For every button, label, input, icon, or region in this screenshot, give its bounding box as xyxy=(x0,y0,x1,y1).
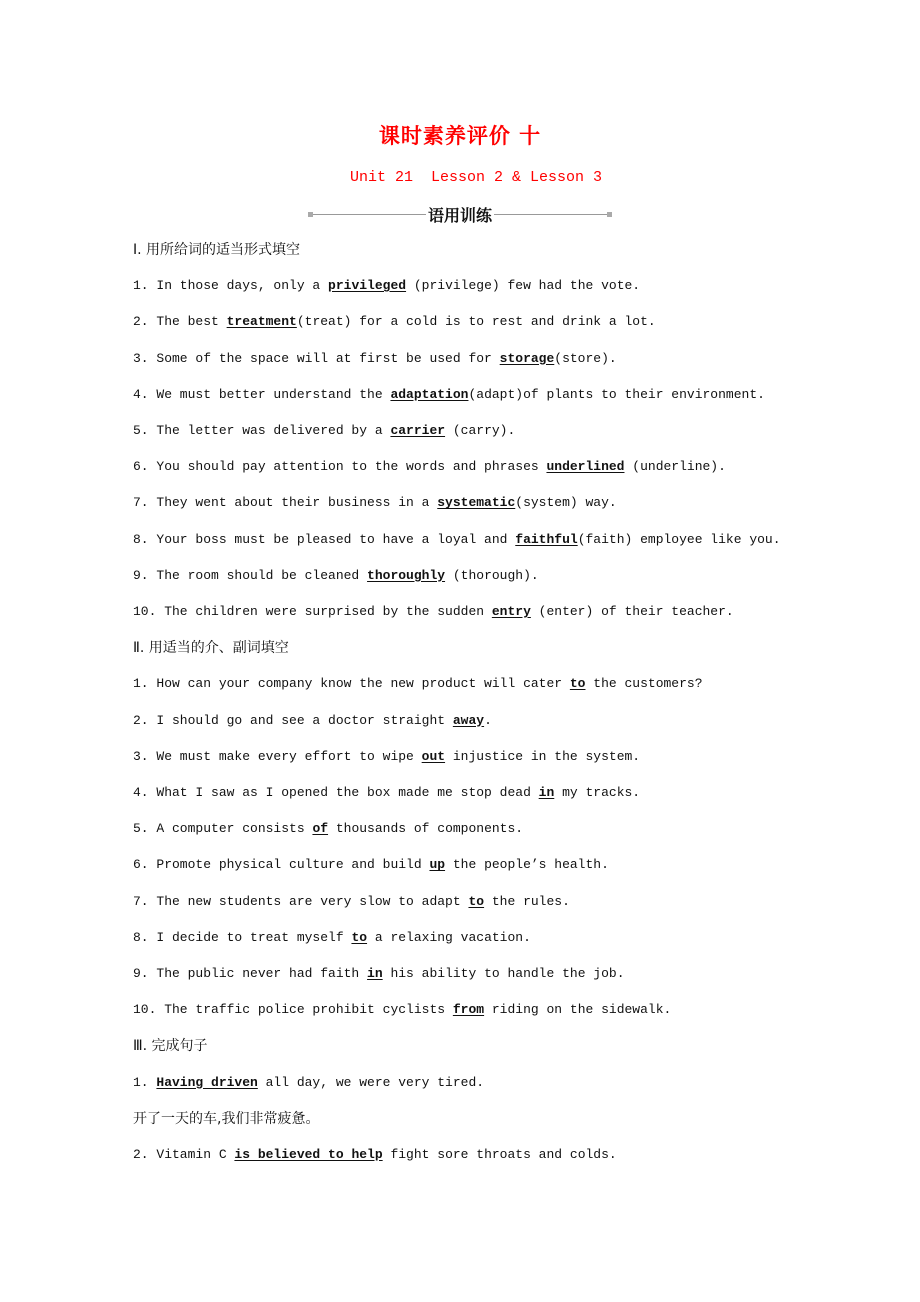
exercise-item xyxy=(133,422,515,440)
banner-label: 语用训练 xyxy=(428,205,493,225)
item-text: my tracks. xyxy=(554,785,641,800)
item-text: 3. Some of the space will at first be used for xyxy=(133,350,500,366)
answer-blank: carrier xyxy=(390,423,446,438)
item-text: 10. The children were surprised by the sudden xyxy=(133,604,492,619)
answer-blank: privileged xyxy=(328,278,407,294)
exercise-item xyxy=(133,856,609,874)
item-text: 4. What I saw as I opened the box made me stop dead xyxy=(133,785,539,800)
answer-blank: storage xyxy=(499,350,555,366)
item-text: injustice in the system. xyxy=(445,748,641,764)
answer-blank: is believed to help xyxy=(234,1147,383,1162)
item-text: (treat) for a cold is to rest and drink a lot. xyxy=(296,314,656,330)
item-text: (store). xyxy=(554,350,617,366)
answer-blank: Having driven xyxy=(156,1074,258,1090)
item-text: 2. Vitamin C xyxy=(133,1147,235,1162)
answer-blank: away xyxy=(452,712,485,728)
item-text: 6. Promote physical culture and build xyxy=(133,857,430,873)
answer-blank: of xyxy=(312,821,329,837)
section-banner xyxy=(308,202,612,226)
answer-blank: in xyxy=(367,966,383,981)
item-text: 2. I should go and see a doctor straight xyxy=(133,712,453,728)
answer-blank: adaptation xyxy=(390,386,469,402)
banner-divider-right xyxy=(494,214,607,215)
exercise-item xyxy=(133,748,640,766)
exercise-item xyxy=(133,1146,617,1164)
answer-blank: entry xyxy=(491,604,531,619)
page-subtitle: Unit 21 Lesson 2 & Lesson 3 xyxy=(349,169,603,186)
item-text: 3. We must make every effort to wipe xyxy=(133,748,422,764)
item-text: (system) way. xyxy=(515,495,617,511)
exercise-item xyxy=(133,893,570,911)
item-text: 6. You should pay attention to the words and phrases xyxy=(133,459,547,475)
item-text: his ability to handle the job. xyxy=(382,966,625,981)
answer-blank: systematic xyxy=(437,495,516,511)
item-text: all day, we were very tired. xyxy=(257,1074,485,1090)
exercise-item xyxy=(133,675,703,693)
item-text: 10. The traffic police prohibit cyclists xyxy=(133,1002,453,1018)
exercise-item xyxy=(133,277,640,295)
item-text: (privilege) few had the vote. xyxy=(406,278,641,294)
section-heading: Ⅲ. 完成句子 xyxy=(133,1038,208,1055)
exercise-item xyxy=(133,784,640,802)
exercise-item xyxy=(133,494,617,512)
item-text: 1. In those days, only a xyxy=(133,278,329,294)
answer-blank: to xyxy=(351,929,368,945)
exercise-item xyxy=(133,531,781,549)
exercise-item xyxy=(133,965,625,983)
item-text: 2. The best xyxy=(133,314,227,330)
item-text: (carry). xyxy=(445,423,516,438)
answer-blank: faithful xyxy=(515,531,578,547)
item-text: (underline). xyxy=(624,459,726,475)
item-text: . xyxy=(484,712,492,728)
item-text: (thorough). xyxy=(445,567,539,583)
answer-blank: in xyxy=(538,785,555,800)
item-text: (adapt)of plants to their environment. xyxy=(468,386,765,402)
answer-blank: treatment xyxy=(226,314,297,330)
answer-blank: underlined xyxy=(546,459,625,475)
item-text: 1. xyxy=(133,1074,157,1090)
banner-divider-left xyxy=(313,214,426,215)
exercise-item xyxy=(133,386,765,404)
item-text: 4. We must better understand the xyxy=(133,386,391,402)
item-text: (enter) of their teacher. xyxy=(530,604,734,619)
exercise-item xyxy=(133,712,492,730)
exercise-item xyxy=(133,458,726,476)
exercise-item xyxy=(133,350,617,368)
answer-blank: thoroughly xyxy=(367,567,446,583)
exercise-item xyxy=(133,567,539,585)
item-text: the people’s health. xyxy=(445,857,609,873)
exercise-item xyxy=(133,929,531,947)
item-text: fight sore throats and colds. xyxy=(382,1147,617,1162)
item-text: 1. How can your company know the new product will cater xyxy=(133,676,570,692)
item-text: thousands of components. xyxy=(328,821,524,837)
page-title: 课时素养评价 十 xyxy=(378,124,542,148)
answer-blank: from xyxy=(452,1002,485,1018)
answer-blank: to xyxy=(468,893,485,909)
exercise-item xyxy=(133,313,656,331)
item-text: a relaxing vacation. xyxy=(367,929,531,945)
item-text: 7. The new students are very slow to adapt xyxy=(133,893,469,909)
item-text: 9. The public never had faith xyxy=(133,966,368,981)
item-text: 8. Your boss must be pleased to have a loyal and xyxy=(133,531,516,547)
answer-blank: up xyxy=(429,857,446,873)
item-text: 5. The letter was delivered by a xyxy=(133,423,391,438)
item-text: the rules. xyxy=(484,893,570,909)
exercise-item xyxy=(133,820,523,838)
item-text: 7. They went about their business in a xyxy=(133,495,438,511)
exercise-item xyxy=(133,1074,484,1092)
exercise-item xyxy=(133,1001,671,1019)
answer-blank: to xyxy=(569,676,586,692)
exercise-item xyxy=(133,603,734,621)
section-heading: Ⅱ. 用适当的介、副词填空 xyxy=(133,640,289,657)
translation-line: 开了一天的车,我们非常疲惫。 xyxy=(133,1110,320,1127)
item-text: 8. I decide to treat myself xyxy=(133,929,352,945)
section-heading: Ⅰ. 用所给词的适当形式填空 xyxy=(133,242,301,258)
item-text: riding on the sidewalk. xyxy=(484,1002,672,1018)
item-text: 9. The room should be cleaned xyxy=(133,567,368,583)
item-text: the customers? xyxy=(585,676,703,692)
item-text: 5. A computer consists xyxy=(133,821,313,837)
answer-blank: out xyxy=(421,748,446,764)
banner-dot-right xyxy=(607,212,612,217)
item-text: (faith) employee like you. xyxy=(577,531,781,547)
